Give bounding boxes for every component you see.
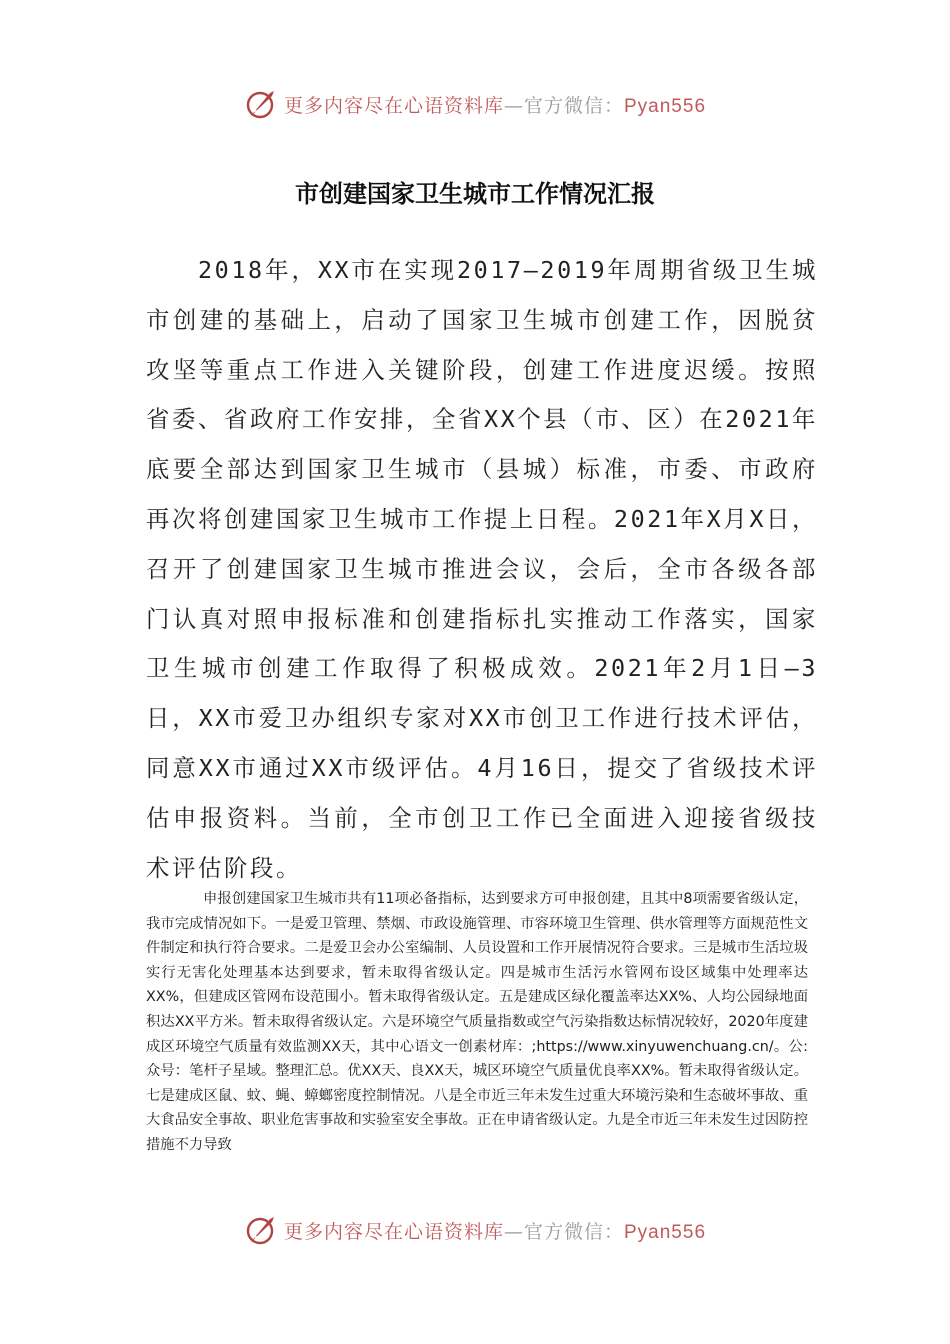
- lead-paragraph: 2018年，XX市在实现2017—2019年周期省级卫生城市创建的基础上，启动了国家卫生城市创建工作，因脱贫攻坚等重点工作进入关键阶段，创建工作进度迟缓。按照省委、省政府工作安排，全省XX个县（市、区）在2021年底要全部达到国家卫生城市（县城）标准，市委、市政府再次将创建国家卫生城市工作提上日程。2021年X月X日，召开了创建国家卫生城市推进会议，会后，全市各级各部门认真对照申报标准和创建指标扎实推动工作落实，国家卫生城市创建工作取得了积极成效。2021年2月1日—3日，XX市爱卫办组织专家对XX市创卫工作进行技术评估，同意XX市通过XX市级评估。4月16日，提交了省级技术评估申报资料。当前，全市创卫工作已全面进入迎接省级技术评估阶段。: [146, 256, 818, 882]
- quill-pen-circle-logo: [244, 87, 278, 121]
- footer-banner: [0, 1210, 950, 1250]
- body-paragraph: 申报创建国家卫生城市共有11项必备指标，达到要求方可申报创建，且其中8项需要省级认定，我市完成情况如下。一是爱卫管理、禁烟、市政设施管理、市容环境卫生管理、供水管理等方面规范性文件制定和执行符合要求。二是爱卫会办公室编制、人员设置和工作开展情况符合要求。三是城市生活垃圾实行无害化处理基本达到要求，暂未取得省级认定。四是城市生活污水管网布设区域集中处理率达XX%，但建成区管网布设范围小。暂未取得省级认定。五是建成区绿化覆盖率达XX%、人均公园绿地面积达XX平方米。暂未取得省级认定。六是环境空气质量指数或空气污染指数达标情况较好，2020年度建成区环境空气质量有效监测XX天，其中心语文一创素材库：;https://www.xinyuwenchuang.cn/。公:众号：笔杆子星域。整理汇总。优XX天、良XX天，城区环境空气质量优良率XX%。暂未取得省级认定。七是建成区鼠、蚊、蝇、蟑螂密度控制情况。八是全市近三年未发生过重大环境污染和生态破坏事故、重大食品安全事故、职业危害事故和实验室安全事故。正在申请省级认定。九是全市近三年未发生过因防控措施不力导致: [146, 891, 808, 1153]
- banner-text: 更多内容尽在心语资料库—官方微信：Pyan556: [283, 94, 707, 117]
- header-banner: [0, 84, 950, 124]
- banner-text: 更多内容尽在心语资料库—官方微信：Pyan556: [283, 1220, 707, 1243]
- document-title: 市创建国家卫生城市工作情况汇报: [295, 179, 655, 208]
- quill-pen-circle-logo: [244, 1213, 278, 1247]
